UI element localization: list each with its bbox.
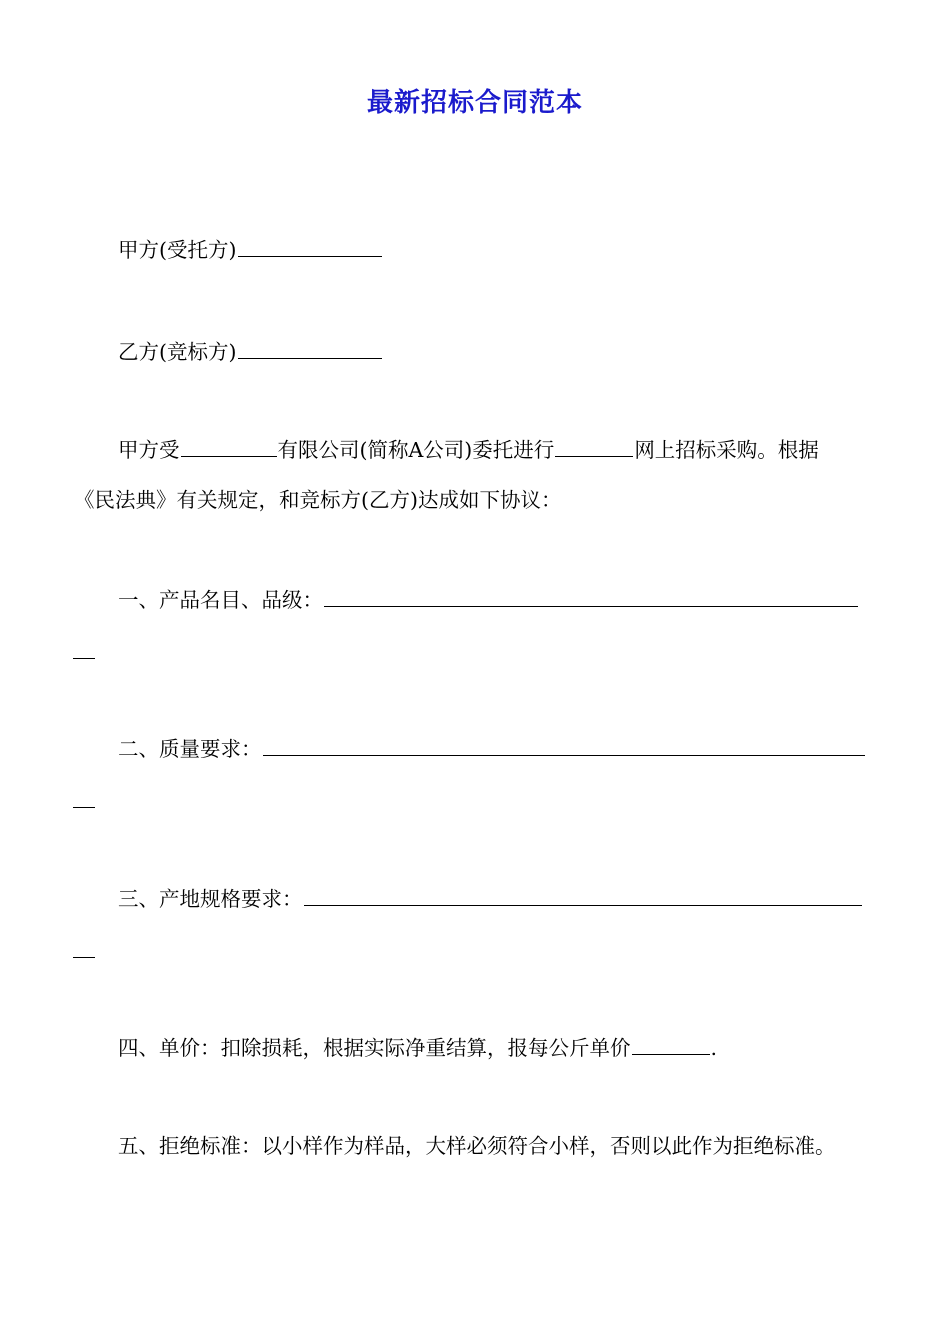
party-b-label: 乙方(竞标方) — [118, 340, 237, 364]
party-a-label: 甲方(受托方) — [118, 238, 237, 262]
clause-2-blank — [263, 735, 865, 756]
party-a-line — [118, 236, 383, 264]
clause-1-blank — [324, 586, 858, 607]
document-title: 最新招标合同范本 — [366, 88, 583, 118]
intro-text-1: 甲方受 — [118, 438, 180, 462]
purchase-item-blank — [555, 436, 633, 457]
intro-text-2: 有限公司(简称A公司)委托进行 — [277, 438, 555, 462]
party-b-line — [118, 338, 383, 366]
clause-4-end: . — [710, 1036, 718, 1060]
party-a-blank — [238, 236, 382, 257]
clause-3-blank — [304, 885, 862, 906]
intro-line-1 — [118, 436, 819, 464]
clause-4-line — [118, 1034, 717, 1062]
party-b-blank — [238, 338, 382, 359]
clause-2-label: 二、质量要求： — [118, 737, 262, 761]
clause-3-line — [118, 885, 863, 913]
company-blank — [181, 436, 277, 457]
clause-2-line — [118, 735, 866, 763]
clause-2-blank-tail — [73, 807, 95, 808]
clause-4-text: 四、单价：扣除损耗，根据实际净重结算，报每公斤单价 — [118, 1036, 631, 1060]
clause-5-line: 五、拒绝标准：以小样作为样品，大样必须符合小样，否则以此作为拒绝标准。 — [118, 1134, 836, 1158]
clause-1-line — [118, 586, 859, 614]
clause-3-blank-tail — [73, 957, 95, 958]
clause-1-label: 一、产品名目、品级： — [118, 588, 323, 612]
unit-price-blank — [632, 1034, 710, 1055]
intro-line-2: 《民法典》有关规定，和竞标方(乙方)达成如下协议： — [74, 488, 562, 512]
intro-text-3: 网上招标采购。根据 — [634, 438, 819, 462]
clause-1-blank-tail — [73, 658, 95, 659]
clause-3-label: 三、产地规格要求： — [118, 887, 303, 911]
